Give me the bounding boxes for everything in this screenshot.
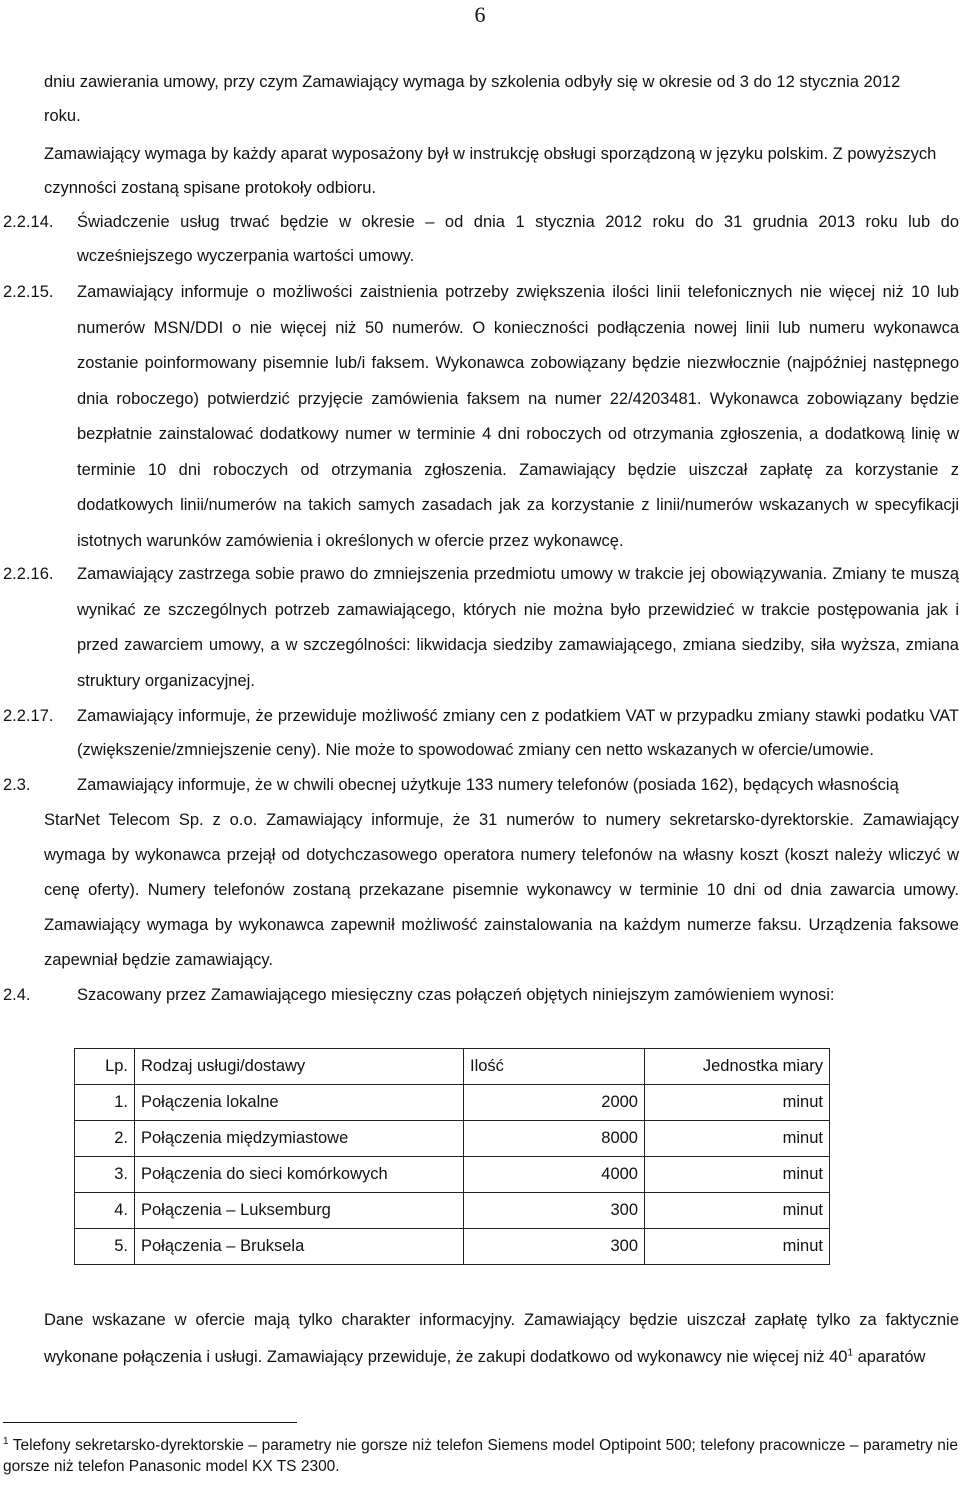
- section-paragraph: Zamawiający zastrzega sobie prawo do zmniejszenia przedmiotu umowy w trakcie jej obowiązywania. Zmiany te muszą wynikać ze szczególnych potrzeb zamawiającego, których nie można było przewidzieć w trakcie postępowania jak i przed zawarciem umowy, a w szczególności: likwidacja siedziby zamawiającego, zmiana siedziby, siła wyższa, zmiana struktury organizacyjnej.: [77, 565, 959, 690]
- table-cell: 2000: [464, 1085, 645, 1121]
- table-cell: 3.: [75, 1157, 135, 1193]
- table-header-row: [75, 1049, 830, 1085]
- section-number: 2.2.14.: [3, 213, 54, 231]
- table-cell: minut: [645, 1157, 830, 1193]
- footnote: [3, 1435, 958, 1477]
- table-cell: Połączenia międzymiastowe: [135, 1121, 464, 1157]
- footnote-text: Telefony sekretarsko-dyrektorskie – parametry nie gorsze niż telefon Siemens model Optipoint 500; telefony pracownicze – parametry nie gorsze niż telefon Panasonic model KX TS 2300.: [3, 1437, 958, 1475]
- section-paragraph: StarNet Telecom Sp. z o.o. Zamawiający informuje, że 31 numerów to numery sekretarsko-dyrektorskie. Zamawiający wymaga by wykonawca przejął od dotychczasowego operatora numery telefonów na własny koszt (koszt należy wliczyć w cenę oferty). Numery telefonów zostaną przekazane pisemnie wykonawcy w terminie 10 dni od dnia zawarcia umowy. Zamawiający wymaga by wykonawca zapewnił możliwość zainstalowania na każdym numerze faksu. Urządzenia faksowe zapewniał będzie zamawiający.: [44, 811, 959, 969]
- table-cell: minut: [645, 1193, 830, 1229]
- header-cell: Rodzaj usługi/dostawy: [135, 1049, 464, 1085]
- after-table-tail: aparatów: [853, 1348, 926, 1366]
- section-number: 2.2.16.: [3, 565, 54, 583]
- section-number: 2.2.17.: [3, 707, 54, 725]
- after-table-text: Dane wskazane w ofercie mają tylko charakter informacyjny. Zamawiający będzie uiszczał zapłatę tylko za faktycznie wykonane połączenia i usługi. Zamawiający przewiduje, że zakupi dodatkowo od wykonawcy nie więcej niż 40: [44, 1311, 959, 1366]
- table-cell: 1.: [75, 1085, 135, 1121]
- table-cell: 8000: [464, 1121, 645, 1157]
- table-cell: Połączenia – Bruksela: [135, 1229, 464, 1265]
- table-row: [75, 1121, 830, 1157]
- page-number: 6: [474, 2, 486, 27]
- table-cell: Połączenia lokalne: [135, 1085, 464, 1121]
- table-row: [75, 1229, 830, 1265]
- table-cell: Połączenia do sieci komórkowych: [135, 1157, 464, 1193]
- section-paragraph: Zamawiający informuje o możliwości zaistnienia potrzeby zwiększenia ilości linii telefonicznych nie więcej niż 10 lub numerów MSN/DDI o nie więcej niż 50 numerów. O konieczności podłączenia nowej linii lub numeru wykonawca zostanie poinformowany pisemnie lub/i faksem. Wykonawca zobowiązany będzie niezwłocznie (najpóźniej następnego dnia roboczego) potwierdzić przyjęcie zamówienia faksem na numer 22/4203481. Wykonawca zobowiązany będzie bezpłatnie zainstalować dodatkowy numer w terminie 4 dni roboczych od otrzymania zgłoszenia, a dodatkową linię w terminie 10 dni roboczych od otrzymania zgłoszenia. Zamawiający będzie uiszczał zapłatę za korzystanie z dodatkowych linii/numerów na takich samych zasadach jak za korzystanie z linii/numerów wskazanych w specyfikacji istotnych warunków zamówienia i określonych w ofercie przez wykonawcę.: [77, 283, 959, 550]
- table-cell: Połączenia – Luksemburg: [135, 1193, 464, 1229]
- intro-line-1: dniu zawierania umowy, przy czym Zamawiający wymaga by szkolenia odbyły się w okresie od 3 do 12 stycznia 2012: [44, 73, 901, 91]
- section-paragraph: Świadczenie usług trwać będzie w okresie – od dnia 1 stycznia 2012 roku do 31 grudnia 2013 roku lub do wcześniejszego wyczerpania wartości umowy.: [77, 213, 959, 265]
- section-number: 2.2.15.: [3, 283, 54, 301]
- table-cell: 2.: [75, 1121, 135, 1157]
- section-number: 2.3.: [3, 776, 31, 794]
- intro-line-4: czynności zostaną spisane protokoły odbioru.: [44, 179, 377, 197]
- connections-table: [74, 1048, 830, 1265]
- table-cell: 300: [464, 1193, 645, 1229]
- section-number: 2.4.: [3, 986, 31, 1004]
- table-cell: 4000: [464, 1157, 645, 1193]
- table-row: [75, 1085, 830, 1121]
- table-cell: minut: [645, 1229, 830, 1265]
- table-row: [75, 1193, 830, 1229]
- table-row: [75, 1157, 830, 1193]
- table-cell: 5.: [75, 1229, 135, 1265]
- section-first-line: Zamawiający informuje, że w chwili obecnej użytkuje 133 numery telefonów (posiada 162), będących własnością: [77, 776, 899, 794]
- footnote-mark: 1: [3, 1435, 9, 1447]
- header-cell: Ilość: [464, 1049, 645, 1085]
- header-cell: Jednostka miary: [645, 1049, 830, 1085]
- table-cell: 4.: [75, 1193, 135, 1229]
- intro-line-3: Zamawiający wymaga by każdy aparat wyposażony był w instrukcję obsługi sporządzoną w języku polskim. Z powyższych: [44, 145, 937, 163]
- after-table-paragraph: [44, 1302, 959, 1376]
- header-cell: Lp.: [75, 1049, 135, 1085]
- table-cell: 300: [464, 1229, 645, 1265]
- intro-line-2: roku.: [44, 107, 81, 125]
- footnote-separator: [3, 1422, 297, 1423]
- table-cell: minut: [645, 1121, 830, 1157]
- section-paragraph: Zamawiający informuje, że przewiduje możliwość zmiany cen z podatkiem VAT w przypadku zmiany stawki podatku VAT (zwiększenie/zmniejszenie ceny). Nie może to spowodować zmiany cen netto wskazanych w ofercie/umowie.: [77, 707, 959, 759]
- section-paragraph: Szacowany przez Zamawiającego miesięczny czas połączeń objętych niniejszym zamówieniem wynosi:: [77, 986, 835, 1004]
- table-cell: minut: [645, 1085, 830, 1121]
- footnote-ref[interactable]: 1: [847, 1347, 853, 1359]
